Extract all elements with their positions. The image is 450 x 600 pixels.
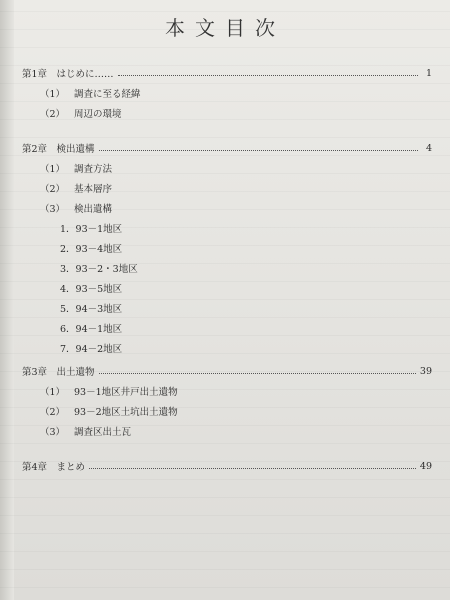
toc-chapter-1 [22, 66, 432, 80]
section-title: 調査に至る経緯 [74, 89, 141, 100]
section-number: （3） [40, 204, 66, 215]
section-number: （1） [40, 387, 66, 398]
toc-chapter-2 [22, 141, 432, 155]
dot-leader [89, 468, 416, 469]
section-number: （2） [40, 109, 66, 120]
section-title: 基本層序 [74, 184, 113, 195]
dot-leader [118, 75, 418, 76]
toc-chapter-4 [22, 459, 432, 473]
toc-section [40, 181, 112, 195]
chapter-page-number: 49 [419, 460, 432, 472]
toc-subsection: 4．93－5地区 [60, 284, 123, 295]
toc-subsection: 3．93－2・3地区 [60, 264, 138, 275]
page-title: 本文目次 [165, 16, 285, 40]
toc-section [40, 424, 131, 438]
chapter-label: 第3章 出土遺物 [22, 367, 95, 378]
section-title: 93－1地区井戸出土遺物 [74, 387, 178, 398]
section-number: （3） [40, 427, 66, 438]
toc-subsection: 2．93－4地区 [60, 244, 123, 255]
dot-leader [99, 150, 418, 151]
section-number: （2） [40, 407, 66, 418]
toc-subsection: 1．93－1地区 [60, 224, 123, 235]
chapter-label: 第4章 まとめ [22, 462, 86, 473]
section-title: 調査区出土瓦 [74, 427, 132, 438]
toc-subsection: 6．94－1地区 [60, 324, 123, 335]
dot-leader [99, 373, 416, 374]
section-title: 93－2地区土坑出土遺物 [74, 407, 178, 418]
toc-section [40, 86, 141, 100]
toc-section [40, 404, 178, 418]
toc-section [40, 106, 122, 120]
section-number: （1） [40, 89, 66, 100]
section-title: 検出遺構 [74, 204, 113, 215]
section-number: （2） [40, 184, 66, 195]
chapter-page-number: 39 [419, 365, 432, 377]
toc-chapter-3 [22, 364, 432, 378]
section-title: 調査方法 [74, 164, 113, 175]
toc-section [40, 161, 112, 175]
chapter-label: 第1章 はじめに…… [22, 69, 114, 80]
section-number: （1） [40, 164, 66, 175]
toc-section [40, 384, 178, 398]
chapter-page-number: 1 [425, 67, 432, 79]
chapter-label: 第2章 検出遺構 [22, 144, 95, 155]
page-binding-edge [0, 0, 14, 600]
section-title: 周辺の環境 [74, 109, 122, 120]
toc-subsection: 5．94－3地区 [60, 304, 123, 315]
toc-subsection: 7．94－2地区 [60, 344, 123, 355]
toc-section [40, 201, 112, 215]
chapter-page-number: 4 [425, 142, 432, 154]
